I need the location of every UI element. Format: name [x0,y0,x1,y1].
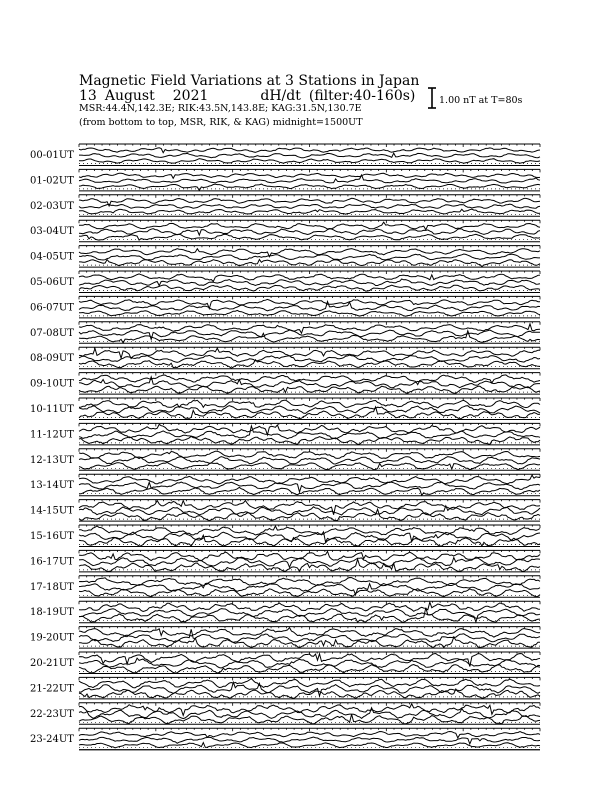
trace-rik [79,204,540,208]
trace-kag [79,501,540,515]
hour-row [30,576,540,598]
date-month: August [104,88,155,104]
trace-msr [79,209,540,214]
trace-msr [79,159,540,164]
row-label: 22-23UT [30,708,74,720]
trace-msr [79,360,540,369]
trace-msr [79,509,540,520]
station-coordinates: MSR:44.4N,142.3E; RIK:43.5N,143.8E; KAG:31.5N,130.7E [79,103,362,114]
row-label: 02-03UT [30,200,74,212]
trace-kag [79,551,540,560]
trace-msr [79,260,540,267]
trace-msr [79,310,540,316]
trace-msr [79,462,540,469]
hour-row [30,423,540,445]
row-label: 01-02UT [30,175,74,187]
hour-row [30,169,540,191]
hour-row [30,398,540,420]
row-label: 05-06UT [30,277,74,288]
row-label: 12-13UT [30,454,74,466]
trace-msr [79,234,540,240]
row-label: 20-21UT [30,658,74,669]
row-label: 06-07UT [30,302,74,314]
trace-msr [79,559,540,571]
trace-rik [79,737,540,744]
hour-row [30,144,540,166]
trace-kag [79,451,540,458]
hour-row [30,728,540,750]
row-label: 14-15UT [30,505,74,517]
hour-row [30,703,540,725]
trace-kag [79,732,540,738]
row-label: 13-14UT [30,480,74,492]
trace-rik [79,175,540,183]
trace-rik [79,153,540,158]
trace-rik [79,229,540,235]
row-label: 19-20UT [30,632,74,644]
trace-kag [79,173,540,178]
hour-row [30,627,540,649]
hour-row [30,373,540,395]
hour-row [30,296,540,318]
trace-rik [79,279,540,286]
trace-msr [79,386,540,393]
row-label: 21-22UT [30,683,74,695]
date-day: 13 [79,88,97,104]
trace-kag [79,148,540,153]
filter-label: (filter:40-160s) [308,88,416,104]
hour-row [30,220,540,242]
hour-row [30,525,540,547]
hour-row [30,449,540,471]
row-label: 09-10UT [30,378,74,390]
row-label: 18-19UT [30,607,74,619]
chart-title: Magnetic Field Variations at 3 Stations in Japan [79,73,420,89]
date-year: 2021 [172,88,209,104]
trace-msr [79,184,540,190]
trace-msr [79,436,540,444]
trace-order-note: (from bottom to top, MSR, RIK, & KAG) midnight=1500UT [79,117,363,128]
trace-kag [79,222,540,230]
row-label: 17-18UT [30,581,74,593]
trace-msr [79,743,540,748]
row-label: 10-11UT [30,404,74,415]
trace-kag [79,249,540,257]
trace-kag [79,198,540,206]
hour-row [30,271,540,293]
hour-row [30,474,540,496]
hour-row [30,500,540,521]
trace-msr [79,637,540,648]
scale-label: 1.00 nT at T=80s [439,95,523,106]
row-label: 15-16UT [30,531,74,542]
trace-kag [79,274,540,282]
row-label: 11-12UT [30,429,74,441]
row-label: 04-05UT [30,251,74,263]
trace-rik [79,682,540,696]
row-label: 08-09UT [30,353,74,365]
hour-row [30,601,540,623]
row-label: 03-04UT [30,226,74,238]
row-label: 00-01UT [30,150,74,161]
trace-kag [79,400,540,408]
hour-row [30,550,540,572]
hour-row [30,677,540,699]
trace-msr [79,665,540,674]
trace-kag [79,324,540,333]
hour-row [30,195,540,217]
hour-row [30,246,540,268]
hour-row [30,652,540,674]
row-label: 23-24UT [30,734,74,746]
row-label: 16-17UT [30,556,74,568]
hour-row [30,347,540,369]
row-label: 07-08UT [30,327,74,339]
quantity-label: dH/dt [260,88,301,104]
trace-msr [79,285,540,291]
hour-row [30,322,540,344]
trace-msr [79,689,540,698]
